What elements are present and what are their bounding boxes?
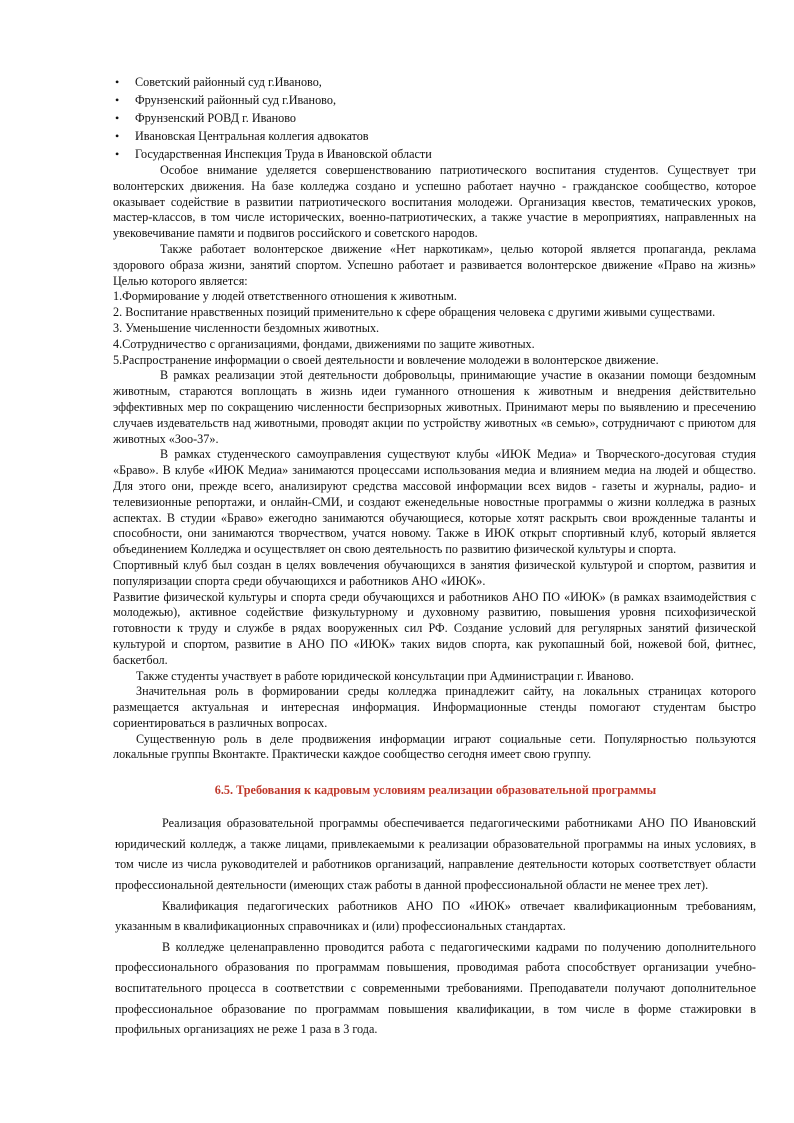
paragraph: В рамках студенческого самоуправления существуют клубы «ИЮК Медиа» и Творческого-досуговая студия «Браво». В клубе «ИЮК Медиа» занимаются процессами использования медиа и влиянием медиа на людей и общество. Для этого они, прежде всего, анализируют средства массовой информации всех видов - газеты и журналы, радио- и телевизионные репортажи, и онлайн-СМИ, и создают еженедельные новостные программы о жизни колледжа в разных аспектах. В студии «Браво» ежегодно занимаются обучающиеся, которые хотят раскрыть свои врожденные таланты и способности, они занимаются творчеством, учатся новому. Также в ИЮК открыт спортивный клуб, который является объединением Колледжа и осуществляет он свою деятельность по развитию физической культуры и спорта.	[113, 447, 756, 557]
numbered-item: 1.Формирование у людей ответственного отношения к животным.	[113, 289, 457, 304]
paragraph: Спортивный клуб был создан в целях вовлечения обучающихся в занятия физической культурой и спортом, развития и популяризации спорта среди обучающихся и работников АНО «ИЮК».	[113, 557, 756, 588]
numbered-item: 2. Воспитание нравственных позиций применительно к сфере обращения человека с другими живыми существами.	[113, 305, 716, 320]
paragraph: Особое внимание уделяется совершенствованию патриотического воспитания студентов. Существует три волонтерских движения. На базе колледжа создано и успешно работает научно - гражданское сообщество, которое оказывает содействие в развитии патриотического воспитания молодежи. Организация квестов, тематических уроков, мастер-классов, в том числе исторических, военно-патриотических, а также участие в мероприятиях, направленных на увековечивание памяти и подвигов российского и советского народов.	[113, 163, 756, 241]
list-item: • Фрунзенский РОВД г. Иваново	[115, 109, 756, 127]
section-heading: 6.5. Требования к кадровым условиям реализации образовательной программы	[214, 783, 657, 798]
organization-list	[115, 73, 756, 163]
paragraph: Развитие физической культуры и спорта среди обучающихся и работников АНО ПО «ИЮК» (в рамках взаимодействия с молодежью), активное содействие физкультурному и духовному развитию, повышения уровня психофизической готовности к труду и службе в рядах вооруженных сил РФ. Создание условий для регулярных занятий физической культурой и спортом, развитие в АНО ПО «ИЮК» таких видов спорта, как рукопашный бой, ножевой бой, фитнес, баскетбол.	[113, 589, 756, 667]
body-section-1	[113, 163, 756, 763]
paragraph: Значительная роль в формировании среды колледжа принадлежит сайту, на локальных страницах которого размещается актуальная и интересная информация. Информационные стенды помогают студентам быстро сориентироваться в различных вопросах.	[113, 684, 756, 730]
numbered-item: 3. Уменьшение численности бездомных животных.	[113, 320, 380, 335]
paragraph: Существенную роль в деле продвижения информации играют социальные сети. Популярностью пользуются локальные группы Вконтакте. Практически каждое сообщество сегодня имеет свою группу.	[113, 731, 756, 762]
paragraph: Также работает волонтерское движение «Нет наркотикам», целью которой является пропаганда, реклама здорового образа жизни, занятий спортом. Успешно работает и развивается волонтерское движение «Право на жизнь» Целью которого является:	[113, 241, 756, 288]
paragraph: Также студенты участвует в работе юридической консультации при Администрации г. Иваново.	[136, 668, 634, 683]
paragraph: В колледже целенаправленно проводится работа с педагогическими кадрами по получению дополнительного профессионального образования по программам повышения, проводимая работа способствует организации учебно-воспитательного процесса в соответствии с современными требованиями. Преподаватели получают дополнительное профессиональное образование по программам повышения квалификации, в том числе в форме стажировки в профильных организациях не реже 1 раза в 3 года.	[115, 939, 756, 1037]
list-item: • Ивановская Центральная коллегия адвокатов	[115, 127, 756, 145]
paragraph: Реализация образовательной программы обеспечивается педагогическими работниками АНО ПО Ивановский юридический колледж, а также лицами, привлекаемыми к реализации образовательной программы на иных условиях, в том числе из числа руководителей и работников организаций, направление деятельности которых соответствует области профессиональной деятельности (имеющих стаж работы в данной профессиональной области не менее трех лет).	[115, 816, 756, 893]
list-item: • Советский районный суд г.Иваново,	[115, 73, 756, 91]
numbered-item: 5.Распространение информации о своей деятельности и вовлечение молодежи в волонтерское движение.	[113, 352, 659, 367]
list-item: • Фрунзенский районный суд г.Иваново,	[115, 91, 756, 109]
list-item: • Государственная Инспекция Труда в Ивановской области	[115, 145, 756, 163]
paragraph: Квалификация педагогических работников АНО ПО «ИЮК» отвечает квалификационным требованиям, указанным в квалификационных справочниках и (или) профессиональных стандартах.	[115, 898, 756, 934]
numbered-item: 4.Сотрудничество с организациями, фондами, движениями по защите животных.	[113, 336, 535, 351]
paragraph: В рамках реализации этой деятельности добровольцы, принимающие участие в оказании помощи бездомным животным, стараются воплощать в жизнь идеи гуманного отношения к животным и внедрения действительно эффективных мер по сокращению численности беспризорных животных. Принимают меры по выявлению и пресечению случаев издевательств над животными, проводят акции по устройству животных «в семью», сотрудничают с приютом для животных «Зоо-37».	[113, 368, 756, 446]
body-section-2	[115, 813, 756, 1040]
